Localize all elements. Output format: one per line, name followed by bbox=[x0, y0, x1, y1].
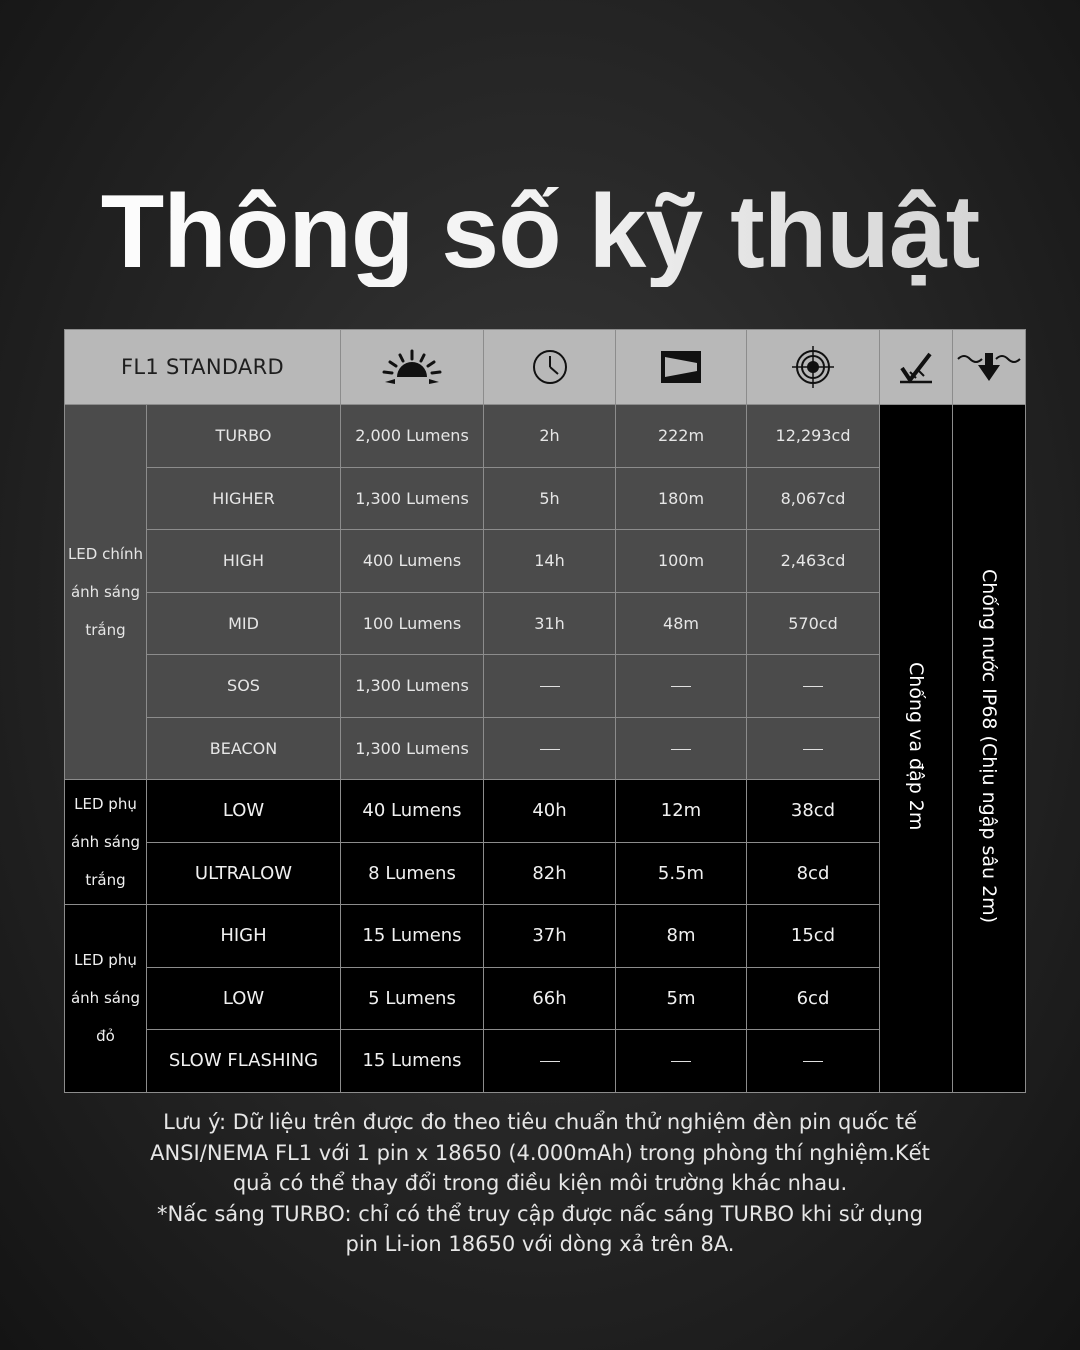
group-label-main-white bbox=[65, 405, 147, 780]
footnote-line: Lưu ý: Dữ liệu trên được đo theo tiêu chuẩn thử nghiệm đèn pin quốc tế bbox=[163, 1110, 917, 1134]
footnote-line: pin Li-ion 18650 với dòng xả trên 8A. bbox=[345, 1232, 735, 1256]
table-row bbox=[65, 405, 1026, 468]
intensity-cell: 2,463cd bbox=[747, 530, 880, 593]
no-data-dash bbox=[540, 686, 560, 687]
runtime-cell: 82h bbox=[484, 842, 616, 905]
runtime-cell: 14h bbox=[484, 530, 616, 593]
lumens-cell: 5 Lumens bbox=[341, 967, 484, 1030]
group-label-line: trắng bbox=[85, 621, 126, 639]
intensity-cell: 8cd bbox=[747, 842, 880, 905]
no-data-dash bbox=[803, 749, 823, 750]
runtime-cell: 37h bbox=[484, 905, 616, 968]
runtime-cell bbox=[484, 717, 616, 780]
group-label-aux-white bbox=[65, 780, 147, 905]
intensity-cell: 12,293cd bbox=[747, 405, 880, 468]
runtime-cell bbox=[484, 655, 616, 718]
footnote bbox=[100, 1107, 980, 1260]
mode-cell: BEACON bbox=[147, 717, 341, 780]
intensity-target-icon bbox=[747, 330, 880, 405]
footnote-line: ANSI/NEMA FL1 với 1 pin x 18650 (4.000mAh) trong phòng thí nghiệm.Kết bbox=[150, 1140, 930, 1165]
waterproof-icon bbox=[953, 330, 1026, 405]
mode-cell: HIGH bbox=[147, 905, 341, 968]
no-data-dash bbox=[803, 686, 823, 687]
intensity-cell bbox=[747, 655, 880, 718]
mode-cell: MID bbox=[147, 592, 341, 655]
impact-resistance-text: Chống va đập 2m bbox=[905, 661, 927, 830]
page-title: Thông số kỹ thuật bbox=[0, 178, 1080, 287]
distance-cell: 8m bbox=[616, 905, 747, 968]
lumens-cell: 1,300 Lumens bbox=[341, 717, 484, 780]
intensity-cell: 570cd bbox=[747, 592, 880, 655]
no-data-dash bbox=[803, 1061, 823, 1062]
runtime-cell bbox=[484, 1030, 616, 1093]
waterproof-text: Chống nước IP68 (Chịu ngập sâu 2m) bbox=[978, 568, 1000, 923]
brightness-icon bbox=[341, 330, 484, 405]
lumens-cell: 15 Lumens bbox=[341, 1030, 484, 1093]
no-data-dash bbox=[540, 749, 560, 750]
lumens-cell: 1,300 Lumens bbox=[341, 655, 484, 718]
mode-cell: TURBO bbox=[147, 405, 341, 468]
group-label-line: LED chính bbox=[67, 545, 144, 563]
lumens-cell: 8 Lumens bbox=[341, 842, 484, 905]
intensity-cell: 15cd bbox=[747, 905, 880, 968]
intensity-cell bbox=[747, 717, 880, 780]
mode-cell: SLOW FLASHING bbox=[147, 1030, 341, 1093]
runtime-cell: 5h bbox=[484, 467, 616, 530]
model-name: FL1 STANDARD bbox=[65, 330, 341, 405]
distance-cell: 180m bbox=[616, 467, 747, 530]
runtime-cell: 40h bbox=[484, 780, 616, 843]
distance-cell: 5m bbox=[616, 967, 747, 1030]
distance-cell bbox=[616, 717, 747, 780]
group-label-line: ánh sáng bbox=[70, 833, 140, 851]
runtime-cell: 31h bbox=[484, 592, 616, 655]
mode-cell: SOS bbox=[147, 655, 341, 718]
group-label-aux-red bbox=[65, 905, 147, 1093]
no-data-dash bbox=[540, 1061, 560, 1062]
lumens-cell: 15 Lumens bbox=[341, 905, 484, 968]
runtime-cell: 66h bbox=[484, 967, 616, 1030]
waterproof-cell bbox=[953, 405, 1026, 1093]
mode-cell: LOW bbox=[147, 967, 341, 1030]
lumens-cell: 40 Lumens bbox=[341, 780, 484, 843]
distance-cell: 5.5m bbox=[616, 842, 747, 905]
group-label-line: trắng bbox=[85, 871, 126, 889]
lumens-cell: 100 Lumens bbox=[341, 592, 484, 655]
distance-cell: 12m bbox=[616, 780, 747, 843]
lumens-cell: 400 Lumens bbox=[341, 530, 484, 593]
lumens-cell: 2,000 Lumens bbox=[341, 405, 484, 468]
mode-cell: HIGHER bbox=[147, 467, 341, 530]
distance-cell: 222m bbox=[616, 405, 747, 468]
header-row bbox=[65, 330, 1026, 405]
impact-resistant-icon bbox=[880, 330, 953, 405]
group-label-line: LED phụ bbox=[74, 951, 137, 970]
beam-distance-icon bbox=[616, 330, 747, 405]
distance-cell: 48m bbox=[616, 592, 747, 655]
intensity-cell: 8,067cd bbox=[747, 467, 880, 530]
footnote-line: quả có thể thay đổi trong điều kiện môi trường khác nhau. bbox=[232, 1171, 848, 1195]
group-label-line: đỏ bbox=[96, 1027, 115, 1046]
no-data-dash bbox=[671, 686, 691, 687]
lumens-cell: 1,300 Lumens bbox=[341, 467, 484, 530]
mode-cell: ULTRALOW bbox=[147, 842, 341, 905]
impact-resistance-cell bbox=[880, 405, 953, 1093]
mode-cell: LOW bbox=[147, 780, 341, 843]
spec-table bbox=[64, 329, 1026, 1093]
group-label-line: ánh sáng bbox=[70, 989, 140, 1008]
group-label-line: LED phụ bbox=[74, 795, 137, 813]
intensity-cell bbox=[747, 1030, 880, 1093]
intensity-cell: 38cd bbox=[747, 780, 880, 843]
intensity-cell: 6cd bbox=[747, 967, 880, 1030]
clock-icon bbox=[484, 330, 616, 405]
distance-cell bbox=[616, 1030, 747, 1093]
distance-cell bbox=[616, 655, 747, 718]
no-data-dash bbox=[671, 1061, 691, 1062]
footnote-line: *Nấc sáng TURBO: chỉ có thể truy cập được nấc sáng TURBO khi sử dụng bbox=[157, 1201, 923, 1226]
no-data-dash bbox=[671, 749, 691, 750]
mode-cell: HIGH bbox=[147, 530, 341, 593]
distance-cell: 100m bbox=[616, 530, 747, 593]
runtime-cell: 2h bbox=[484, 405, 616, 468]
group-label-line: ánh sáng bbox=[70, 583, 140, 601]
